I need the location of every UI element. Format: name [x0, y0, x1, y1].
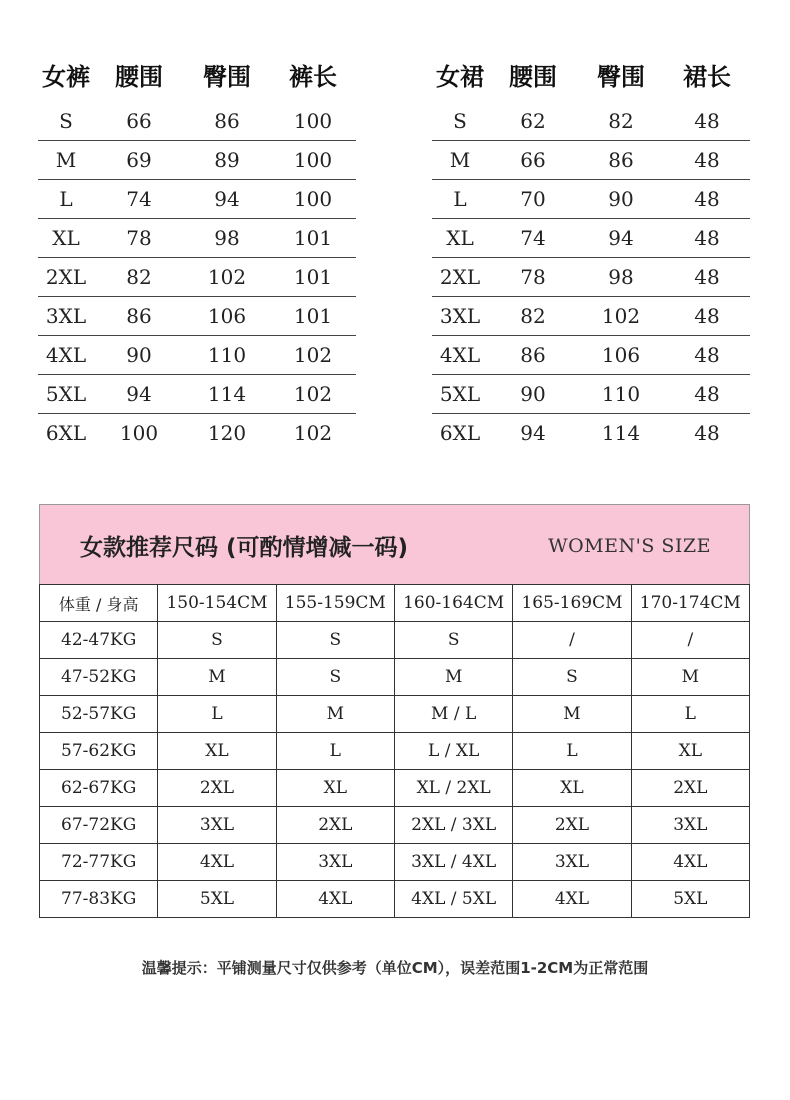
pants-table-body [38, 102, 356, 452]
pants_table-cell: 100 [270, 141, 356, 180]
pants_table-cell: 82 [94, 258, 184, 297]
skirt-size-table [432, 52, 750, 452]
pants_table-cell: 102 [270, 375, 356, 414]
skirt_table-cell: 48 [664, 297, 750, 336]
recommend-cell: 5XL [631, 881, 749, 918]
skirt_table-cell: 74 [488, 219, 578, 258]
pants-header-row [38, 52, 356, 102]
pants_table-cell: 102 [270, 336, 356, 375]
pants_table-cell: 102 [293, 421, 333, 445]
pants_table-row [38, 414, 356, 453]
recommend-cell: S [276, 659, 394, 696]
skirt_table-cell: 48 [664, 258, 750, 297]
recommend-cell: 3XL [158, 807, 276, 844]
skirt_table-cell: 70 [488, 180, 578, 219]
recommend-cell: 52-57KG [40, 696, 158, 733]
skirt_table-cell: 82 [488, 297, 578, 336]
recommend-cell: 5XL [158, 881, 276, 918]
skirt_table-cell: M [432, 141, 488, 180]
pants_table-cell: 106 [184, 297, 270, 336]
recommend-table-body [40, 622, 750, 918]
pants_table-cell: 114 [184, 375, 270, 414]
recommend-cell: M [631, 659, 749, 696]
pants_table-cell: 89 [184, 141, 270, 180]
skirt_table-cell: 78 [488, 258, 578, 297]
skirt_table-cell: 110 [578, 375, 664, 414]
recommend-cell: 3XL / 4XL [394, 844, 512, 881]
skirt_table-cell: 86 [578, 141, 664, 180]
recommend-cell: 42-47KG [40, 622, 158, 659]
skirt_table-row [432, 102, 750, 141]
pants_table-row [38, 219, 356, 258]
pants-header-length: 裤长 [289, 62, 337, 91]
recommend-cell: / [631, 622, 749, 659]
recommend-cell: 2XL / 3XL [394, 807, 512, 844]
skirt_table-cell: 82 [578, 102, 664, 141]
pants_table-cell: 100 [119, 421, 159, 445]
pants_table-cell: 98 [184, 219, 270, 258]
recommend-cell: 67-72KG [40, 807, 158, 844]
pants_table-cell: 120 [207, 421, 247, 445]
recommend-header-weight-height: 体重 / 身高 [40, 585, 158, 622]
pants_table-cell: 101 [270, 219, 356, 258]
pants-size-table [38, 52, 356, 452]
recommend-cell: XL / 2XL [394, 770, 512, 807]
skirt_table-cell: 66 [488, 141, 578, 180]
recommend-cell: 2XL [276, 807, 394, 844]
pants_table-cell: 66 [94, 102, 184, 141]
pants-header-size: 女裤 [42, 62, 90, 91]
recommend-cell: XL [276, 770, 394, 807]
skirt_table-cell: 48 [664, 219, 750, 258]
skirt_table-cell: 94 [520, 421, 546, 445]
pants_table-cell: 101 [270, 258, 356, 297]
skirt_table-cell: 90 [578, 180, 664, 219]
skirt_table-row [432, 336, 750, 375]
recommend-cell: 2XL [513, 807, 631, 844]
pants_table-cell: 94 [94, 375, 184, 414]
recommend-cell: M [394, 659, 512, 696]
skirt_table-cell: 98 [578, 258, 664, 297]
skirt_table-cell: 114 [601, 421, 641, 445]
skirt_table-cell: L [432, 180, 488, 219]
skirt_table-cell: 48 [664, 102, 750, 141]
pants_table-cell: 110 [184, 336, 270, 375]
recommend-title: 女款推荐尺码 (可酌情增减一码) [80, 535, 409, 561]
skirt_table-cell: 102 [578, 297, 664, 336]
skirt_table-cell: 48 [664, 141, 750, 180]
skirt_table-row [432, 414, 750, 453]
recommend-row [40, 733, 750, 770]
recommend-cell: 3XL [276, 844, 394, 881]
pants_table-cell: 3XL [38, 297, 94, 336]
skirt_table-cell: S [432, 102, 488, 141]
pants_table-cell: XL [38, 219, 94, 258]
recommend-row [40, 659, 750, 696]
recommend-row [40, 770, 750, 807]
skirt_table-cell: 3XL [432, 297, 488, 336]
recommend-cell: M [158, 659, 276, 696]
recommend-cell: 2XL [631, 770, 749, 807]
recommend-cell: 3XL [631, 807, 749, 844]
pants_table-row [38, 297, 356, 336]
pants_table-cell: S [38, 102, 94, 141]
recommend-cell: 4XL [631, 844, 749, 881]
recommend-cell: L / XL [394, 733, 512, 770]
recommend-cell: 2XL [158, 770, 276, 807]
skirt-header-length: 裙长 [683, 62, 731, 91]
skirt_table-cell: 48 [664, 336, 750, 375]
skirt_table-row [432, 180, 750, 219]
recommend-cell: XL [158, 733, 276, 770]
recommend-header-height: 170-174CM [631, 585, 749, 622]
measurement-note: 温馨提示：平铺测量尺寸仅供参考（单位CM），误差范围1-2CM为正常范围 [141, 959, 649, 977]
skirt_table-row [432, 141, 750, 180]
recommend-cell: 77-83KG [40, 881, 158, 918]
recommend-cell: M [513, 696, 631, 733]
pants-header-hip: 臀围 [203, 62, 251, 91]
skirt_table-cell: 62 [488, 102, 578, 141]
recommend-cell: S [158, 622, 276, 659]
pants_table-row [38, 180, 356, 219]
recommend-table [39, 584, 750, 918]
recommend-cell: L [276, 733, 394, 770]
pants_table-row [38, 141, 356, 180]
skirt_table-row [432, 258, 750, 297]
skirt_table-cell: 5XL [432, 375, 488, 414]
recommend-cell: 4XL [158, 844, 276, 881]
recommend-cell: 72-77KG [40, 844, 158, 881]
recommend-cell: 4XL [276, 881, 394, 918]
recommend-row [40, 696, 750, 733]
pants_table-cell: 6XL [45, 421, 87, 445]
skirt-header-row [432, 52, 750, 102]
pants_table-cell: 100 [270, 180, 356, 219]
pants_table-row [38, 336, 356, 375]
pants_table-cell: 4XL [38, 336, 94, 375]
recommend-cell: S [394, 622, 512, 659]
pants_table-row [38, 375, 356, 414]
skirt-table-body [432, 102, 750, 452]
recommend-row [40, 622, 750, 659]
recommend-row [40, 844, 750, 881]
pants_table-cell: 90 [94, 336, 184, 375]
pants_table-row [38, 102, 356, 141]
skirt_table-cell: 90 [488, 375, 578, 414]
pants_table-cell: 78 [94, 219, 184, 258]
recommend-cell: 57-62KG [40, 733, 158, 770]
skirt-header-size: 女裙 [436, 62, 484, 91]
pants_table-cell: 69 [94, 141, 184, 180]
pants_table-cell: 86 [94, 297, 184, 336]
skirt_table-cell: XL [432, 219, 488, 258]
pants_table-cell: M [38, 141, 94, 180]
pants_table-cell: 86 [184, 102, 270, 141]
recommend-cell: M / L [394, 696, 512, 733]
recommend-cell: 62-67KG [40, 770, 158, 807]
recommend-cell: L [158, 696, 276, 733]
skirt-header-hip: 臀围 [597, 62, 645, 91]
skirt_table-row [432, 375, 750, 414]
recommend-header-height: 165-169CM [513, 585, 631, 622]
recommend-cell: L [631, 696, 749, 733]
pants_table-cell: 102 [184, 258, 270, 297]
skirt_table-cell: 2XL [432, 258, 488, 297]
recommend-cell: L [513, 733, 631, 770]
recommend-cell: 3XL [513, 844, 631, 881]
pants_table-row [38, 258, 356, 297]
recommend-header-height: 160-164CM [394, 585, 512, 622]
recommend-cell: XL [513, 770, 631, 807]
recommend-cell: 47-52KG [40, 659, 158, 696]
recommend-cell: 4XL [513, 881, 631, 918]
pants_table-cell: 94 [184, 180, 270, 219]
skirt_table-cell: 6XL [439, 421, 481, 445]
skirt_table-cell: 48 [664, 180, 750, 219]
recommend-header-height: 155-159CM [276, 585, 394, 622]
recommend-subtitle: WOMEN'S SIZE [548, 535, 711, 557]
recommend-cell: M [276, 696, 394, 733]
skirt_table-row [432, 219, 750, 258]
recommend-cell: / [513, 622, 631, 659]
pants_table-cell: L [38, 180, 94, 219]
recommend-size-section [39, 504, 750, 918]
recommend-row [40, 881, 750, 918]
pants_table-cell: 100 [270, 102, 356, 141]
skirt_table-cell: 94 [578, 219, 664, 258]
skirt_table-cell: 48 [664, 375, 750, 414]
pants_table-cell: 74 [94, 180, 184, 219]
skirt_table-cell: 4XL [432, 336, 488, 375]
skirt_table-row [432, 297, 750, 336]
skirt-header-waist: 腰围 [509, 62, 557, 91]
recommend-row [40, 807, 750, 844]
pants_table-cell: 2XL [38, 258, 94, 297]
skirt_table-cell: 48 [694, 421, 720, 445]
recommend-cell: XL [631, 733, 749, 770]
recommend-header-height: 150-154CM [158, 585, 276, 622]
recommend-cell: S [276, 622, 394, 659]
pants_table-cell: 5XL [38, 375, 94, 414]
skirt_table-cell: 106 [578, 336, 664, 375]
pants-header-waist: 腰围 [115, 62, 163, 91]
recommend-header-row [40, 585, 750, 622]
skirt_table-cell: 86 [488, 336, 578, 375]
recommend-banner [39, 504, 750, 584]
recommend-cell: 4XL / 5XL [394, 881, 512, 918]
recommend-cell: S [513, 659, 631, 696]
pants_table-cell: 101 [270, 297, 356, 336]
